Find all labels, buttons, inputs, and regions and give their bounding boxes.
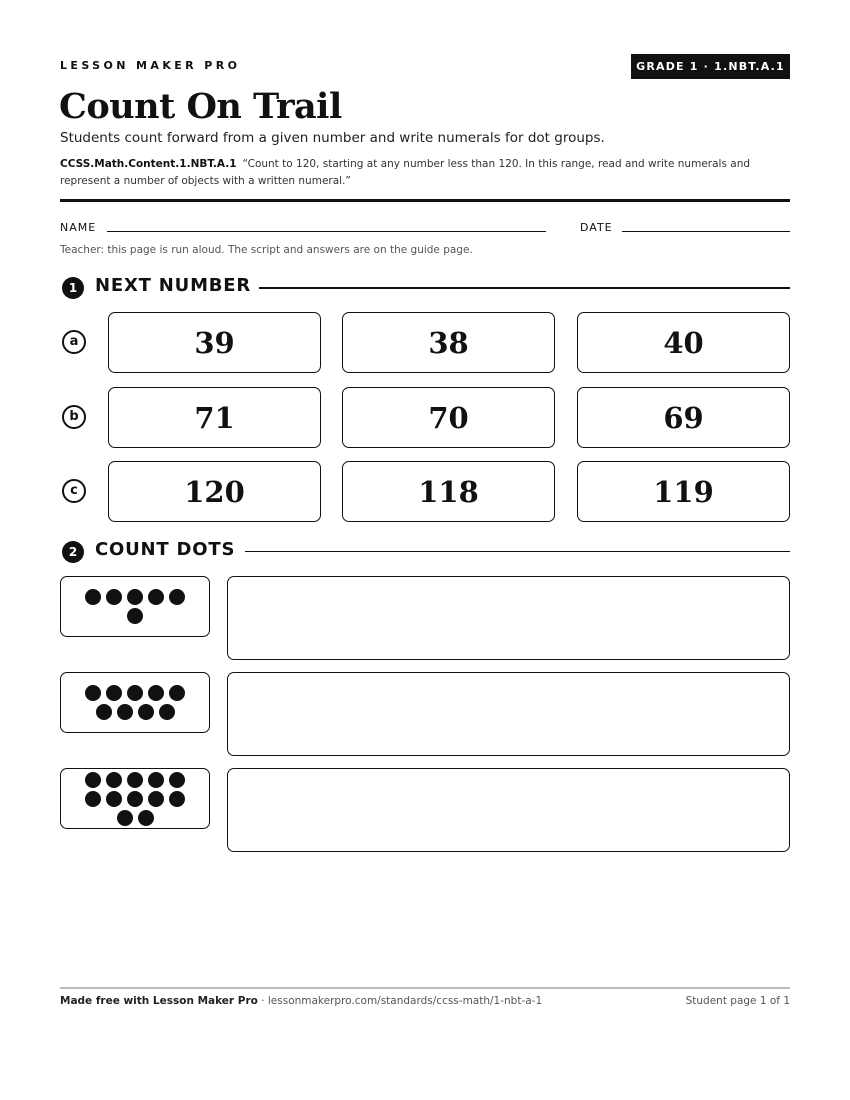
dot-row	[85, 772, 185, 788]
number-card: 119	[577, 461, 790, 522]
dot	[85, 589, 101, 605]
dot-row	[85, 685, 185, 701]
section-1-number: 1	[62, 277, 84, 299]
dot-row	[96, 704, 175, 720]
answer-box[interactable]	[227, 768, 790, 852]
answer-box[interactable]	[227, 672, 790, 756]
dot	[106, 685, 122, 701]
date-field[interactable]	[622, 231, 790, 232]
number-card: 40	[577, 312, 790, 373]
dot	[138, 810, 154, 826]
number-card: 38	[342, 312, 555, 373]
page-title: Count On Trail	[59, 86, 342, 127]
answer-box[interactable]	[227, 576, 790, 660]
dot	[117, 704, 133, 720]
number-card: 71	[108, 387, 321, 448]
footer-page-number: Student page 1 of 1	[685, 995, 790, 1007]
dot	[117, 810, 133, 826]
section-1-rule	[259, 287, 790, 289]
number-card: 70	[342, 387, 555, 448]
row-c-letter: c	[62, 479, 86, 503]
row-a-letter: a	[62, 330, 86, 354]
dot	[85, 685, 101, 701]
footer-separator: ·	[257, 995, 268, 1007]
dot-group-card	[60, 768, 210, 829]
dot	[127, 772, 143, 788]
dot	[138, 704, 154, 720]
number-card: 118	[342, 461, 555, 522]
footer-made-with: Made free with Lesson Maker Pro	[60, 995, 258, 1007]
dot	[148, 772, 164, 788]
standard-description	[60, 156, 790, 190]
dot-row	[127, 608, 143, 624]
dot	[127, 608, 143, 624]
grade-badge: GRADE 1 · 1.NBT.A.1	[631, 54, 790, 79]
dot	[148, 589, 164, 605]
dot	[106, 772, 122, 788]
number-card: 69	[577, 387, 790, 448]
section-2-rule	[245, 551, 790, 552]
footer-credit	[60, 995, 542, 1007]
brand-name: LESSON MAKER PRO	[60, 59, 241, 72]
teacher-note: Teacher: this page is run aloud. The script and answers are on the guide page.	[60, 244, 473, 256]
section-2-number: 2	[62, 541, 84, 563]
dot	[169, 772, 185, 788]
standard-quote: “Count to 120, starting at any number less than 120. In this range, read and write numerals and represent a number of objects with a written numeral.”	[60, 158, 751, 187]
standard-code: CCSS.Math.Content.1.NBT.A.1	[60, 158, 237, 170]
dot	[85, 791, 101, 807]
dot	[169, 791, 185, 807]
dot-row	[85, 589, 185, 605]
dot	[106, 791, 122, 807]
dot	[159, 704, 175, 720]
dot	[85, 772, 101, 788]
dot	[169, 589, 185, 605]
dot	[148, 685, 164, 701]
header-divider	[60, 199, 790, 202]
row-b-letter: b	[62, 405, 86, 429]
date-label: DATE	[580, 221, 613, 234]
dot	[169, 685, 185, 701]
name-label: NAME	[60, 221, 97, 234]
footer-url-link[interactable]: lessonmakerpro.com/standards/ccss-math/1-nbt-a-1	[267, 995, 543, 1007]
footer-divider	[60, 987, 790, 989]
dot-group-card	[60, 576, 210, 637]
dot	[148, 791, 164, 807]
number-card: 39	[108, 312, 321, 373]
dot	[106, 589, 122, 605]
dot	[127, 685, 143, 701]
section-1-title: NEXT NUMBER	[95, 275, 252, 296]
dot-row	[117, 810, 154, 826]
name-field[interactable]	[107, 231, 546, 232]
dot	[127, 791, 143, 807]
number-card: 120	[108, 461, 321, 522]
page-subtitle: Students count forward from a given number and write numerals for dot groups.	[60, 130, 605, 146]
section-2-title: COUNT DOTS	[95, 539, 236, 560]
dot-row	[85, 791, 185, 807]
dot-group-card	[60, 672, 210, 733]
dot	[127, 589, 143, 605]
dot	[96, 704, 112, 720]
